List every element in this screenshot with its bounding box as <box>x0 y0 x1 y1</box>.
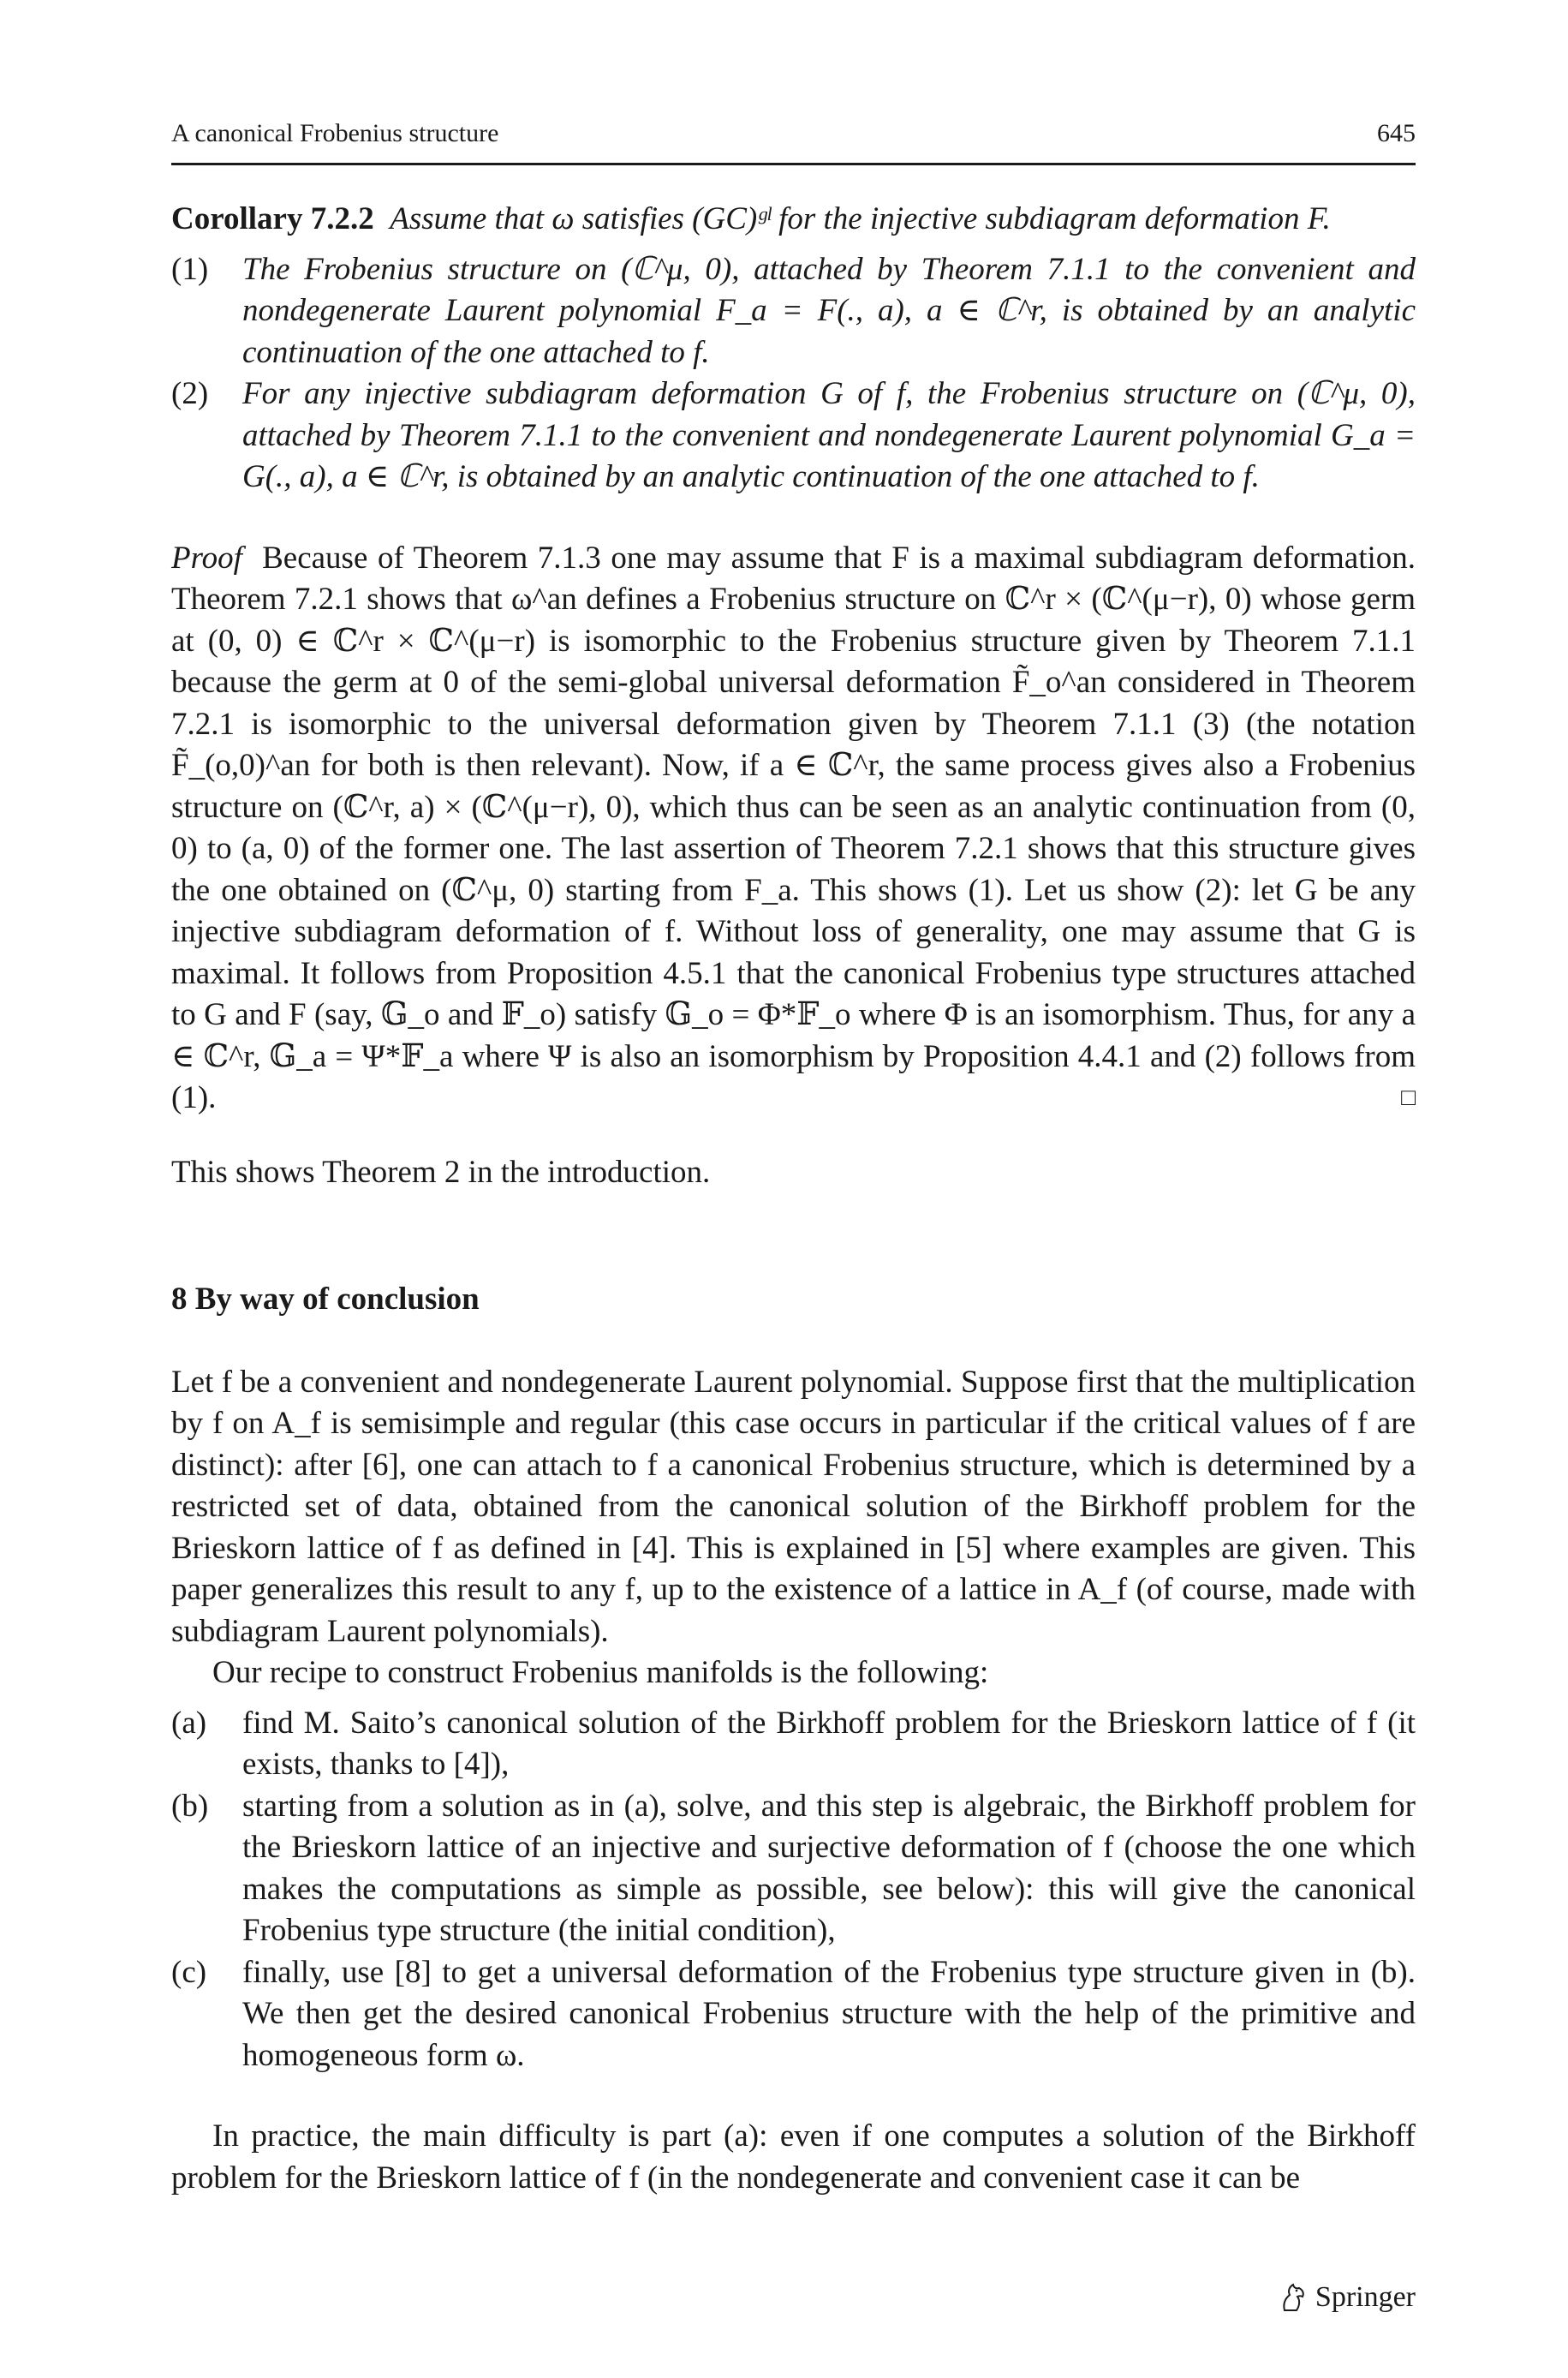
header-rule <box>171 163 1416 165</box>
corollary-text: Assume that ω satisfies (GC)ᵍˡ for the injective subdiagram deformation F. <box>390 201 1331 236</box>
item-label: (c) <box>171 1954 207 1990</box>
page-body <box>171 199 1416 2199</box>
theorem-note: This shows Theorem 2 in the introduction. <box>171 1154 711 1190</box>
section-title: 8 By way of conclusion <box>171 1282 480 1317</box>
recipe-item <box>171 1703 1416 1786</box>
qed-symbol: □ <box>1401 1084 1416 1111</box>
section-paragraph: Our recipe to construct Frobenius manifolds is the following: <box>212 1655 989 1690</box>
page-number: 645 <box>1377 119 1416 147</box>
page <box>171 0 1416 2378</box>
item-text: find M. Saito’s canonical solution of the Birkhoff problem for the Brieskorn lattice of f (it exists, thanks to [4]), <box>242 1705 1416 1782</box>
proof-text: Because of Theorem 7.1.3 one may assume that F is a maximal subdiagram deformation. Theorem 7.2.1 shows that ω^an defines a Frobenius structure on ℂ^r × (ℂ^(μ−r), 0) whose germ at (0, 0) ∈ ℂ^r × ℂ^(μ−r) is isomorphic to the Frobenius structure given by Theorem 7.1.1 because the germ at 0 of the semi-global universal deformation F̃_o^an considered in Theorem 7.2.1 is isomorphic to the universal deformation given by Theorem 7.1.1 (3) (the notation F̃_(o,0)^an for both is then relevant). Now, if a ∈ ℂ^r, the same process gives also a Frobenius structure on (ℂ^r, a) × (ℂ^(μ−r), 0), which thus can be seen as an analytic continuation from (0, 0) to (a, 0) of the former one. The last assertion of Theorem 7.2.1 shows that this structure gives the one obtained on (ℂ^μ, 0) starting from F_a. This shows (1). Let us show (2): let G be any injective subdiagram deformation of f. Without loss of generality, one may assume that G is maximal. It follows from Proposition 4.5.1 that the canonical Frobenius type structures attached to G and F (say, 𝔾_o and 𝔽_o) satisfy 𝔾_o = Φ*𝔽_o where Φ is an isomorphism. Thus, for any a ∈ ℂ^r, 𝔾_a = Ψ*𝔽_a where Ψ is also an isomorphism by Proposition 4.4.1 and (2) follows from (1). <box>171 540 1416 1115</box>
section-paragraph: Let f be a convenient and nondegenerate Laurent polynomial. Suppose first that the multiplication by f on A_f is semisimple and regular (this case occurs in particular if the critical values of f are distinct): after [6], one can attach to f a canonical Frobenius structure, which is determined by a restricted set of data, obtained from the canonical solution of the Birkhoff problem for the Brieskorn lattice of f as defined in [4]. This is explained in [5] where examples are given. This paper generalizes this result to any f, up to the existence of a lattice in A_f (of course, made with subdiagram Laurent polynomials). <box>171 1364 1416 1649</box>
corollary-items <box>171 249 1416 499</box>
item-text: For any injective subdiagram deformation G of f, the Frobenius structure on (ℂ^μ, 0), attached by Theorem 7.1.1 to the convenient and nondegenerate Laurent polynomial G_a = G(., a), a ∈ ℂ^r, is obtained by an analytic continuation of the one attached to f. <box>242 376 1416 494</box>
item-label: (b) <box>171 1788 209 1824</box>
proof-paragraph <box>171 538 1416 1120</box>
corollary-label: Corollary 7.2.2 <box>171 201 374 236</box>
publisher-name: Springer <box>1315 2281 1416 2313</box>
proof-label: Proof <box>171 540 242 576</box>
item-text: The Frobenius structure on (ℂ^μ, 0), attached by Theorem 7.1.1 to the convenient and nondegenerate Laurent polynomial F_a = F(., a), a ∈ ℂ^r, is obtained by an analytic continuation of the one attached to f. <box>242 251 1416 370</box>
item-label: (2) <box>171 376 209 411</box>
running-title: A canonical Frobenius structure <box>171 119 499 147</box>
item-label: (a) <box>171 1705 207 1741</box>
section-paragraph: In practice, the main difficulty is part (a): even if one computes a solution of the Birkhoff problem for the Brieskorn lattice of f (in the nondegenerate and convenient case it can be <box>171 2118 1416 2196</box>
item-text: starting from a solution as in (a), solve, and this step is algebraic, the Birkhoff problem for the Brieskorn lattice of an injective and surjective deformation of f (choose the one which makes the computations as simple as possible, see below): this will give the canonical Frobenius type structure (the initial condition), <box>242 1788 1416 1948</box>
corollary-statement <box>171 199 1416 241</box>
recipe-item <box>171 1952 1416 2077</box>
corollary-item <box>171 249 1416 374</box>
publisher-logo <box>1278 2280 1416 2315</box>
recipe-items <box>171 1703 1416 2077</box>
corollary-item <box>171 373 1416 499</box>
running-head <box>171 118 1416 149</box>
springer-horse-icon <box>1278 2281 1309 2314</box>
item-label: (1) <box>171 251 209 287</box>
recipe-item <box>171 1786 1416 1952</box>
item-text: finally, use [8] to get a universal deformation of the Frobenius type structure given in (b). We then get the desired canonical Frobenius structure with the help of the primitive and homogeneous form ω. <box>242 1954 1416 2073</box>
